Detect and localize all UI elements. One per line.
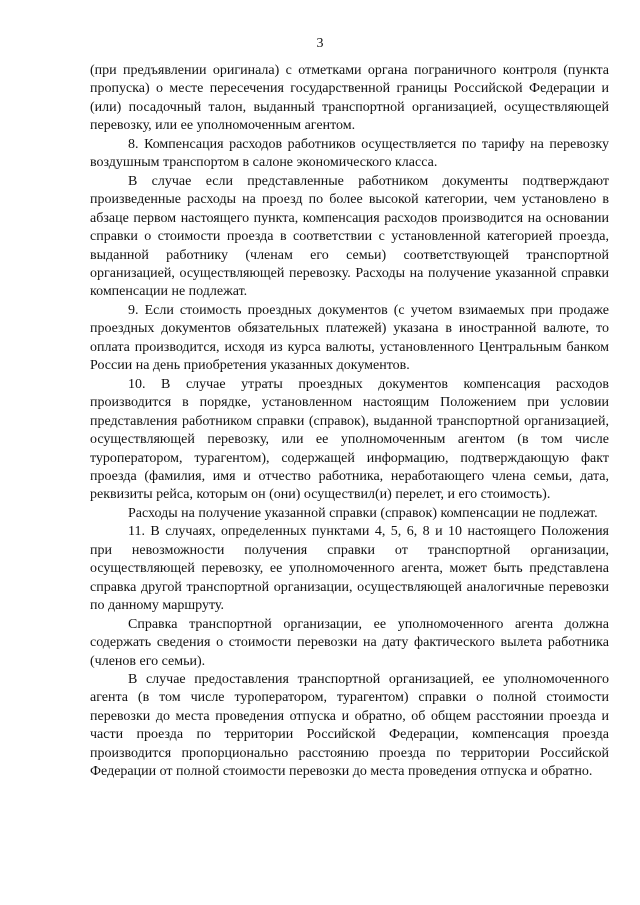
paragraph-item-10-costs: Расходы на получение указанной справки (справок) компенсации не подлежат. — [128, 505, 598, 521]
document-body — [90, 62, 609, 782]
paragraph-continuation: (при предъявлении оригинала) с отметками органа пограничного контроля (пункта пропуска) о месте пересечения государственной границы Российской Федерации и (или) посадочный талон, выданный транспортной организацией, осуществляющей перевозку, или ее уполномоченным агентом. — [90, 63, 609, 134]
paragraph-item-11-proportional: В случае предоставления транспортной организацией, ее уполномоченного агента (в том числе туроператором, турагентом) справки о полной стоимости перевозки до места проведения отпуска и обратно, об общем расстоянии проезда и части проезда по территории Российской Федерации, компенсация проезда производится пропорционально расстоянию проезда по территории Российской Федерации от полной стоимости перевозки до места проведения отпуска и обратно. — [90, 671, 609, 780]
paragraph-item-8-higher-category: В случае если представленные работником документы подтверждают произведенные расходы на проезд по более высокой категории, чем установлено в абзаце первом настоящего пункта, компенсация расходов производится на основании справки о стоимости проезда в соответствии с установленной категорией проезда, выданной работнику (членам его семьи) соответствующей транспортной организацией, осуществляющей перевозку. Расходы на получение указанной справки компенсации не подлежат. — [90, 173, 609, 300]
page-number: 3 — [316, 36, 324, 51]
paragraph-item-11: 11. В случаях, определенных пунктами 4, 5, 6, 8 и 10 настоящего Положения при невозможности получения справки от транспортной организации, осуществляющей перевозку, ее уполномоченного агента, может быть представлена справка другой транспортной организации, осуществляющей аналогичные перевозки по данному маршруту. — [90, 524, 609, 614]
paragraph-item-9: 9. Если стоимость проездных документов (с учетом взимаемых при продаже проездных документов обязательных платежей) указана в иностранной валюте, то оплата производится, исходя из курса валюты, установленного Центральным банком России на день приобретения указанных документов. — [90, 302, 609, 374]
paragraph-item-11-certificate: Справка транспортной организации, ее уполномоченного агента должна содержать сведения о стоимости перевозки на дату фактического вылета работника (членов его семьи). — [90, 616, 609, 669]
paragraph-item-8: 8. Компенсация расходов работников осуществляется по тарифу на перевозку воздушным транспортом в салоне экономического класса. — [90, 136, 609, 171]
paragraph-item-10: 10. В случае утраты проездных документов компенсация расходов производится в порядке, установленном настоящим Положением при условии представления работником справки (справок), выданной транспортной организацией, осуществляющей перевозку, или ее уполномоченным агентом (в том числе туроператором, турагентом), содержащей информацию, подтверждающую факт проезда (фамилия, имя и отчество работника, неработающего члена семьи, дата, реквизиты рейса, которым он (они) осуществил(и) перелет, и его стоимость). — [90, 376, 609, 503]
